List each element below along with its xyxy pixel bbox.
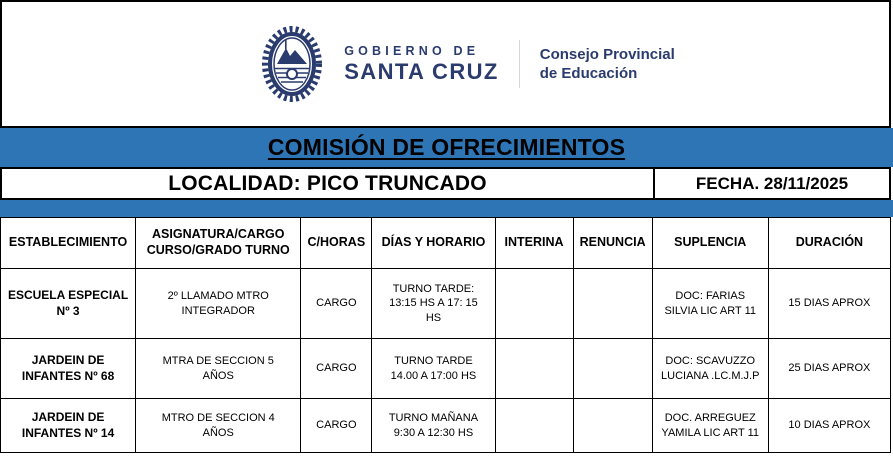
cell-establecimiento: ESCUELA ESPECIAL Nº 3 (1, 269, 136, 339)
cell-duracion: 10 DIAS APROX (768, 399, 890, 453)
cell-asignatura: MTRA DE SECCION 5 AÑOS (136, 339, 301, 399)
column-header-suplencia: SUPLENCIA (652, 218, 768, 269)
cell-renuncia (573, 269, 652, 339)
date-label: FECHA. 28/11/2025 (695, 173, 849, 193)
column-header-renuncia: RENUNCIA (573, 218, 652, 269)
cell-asignatura: 2º LLAMADO MTRO INTEGRADOR (136, 269, 301, 339)
column-header-establecimiento: ESTABLECIMIENTO (1, 218, 136, 269)
cell-suplencia: DOC. ARREGUEZ YAMILA LIC ART 11 (652, 399, 768, 453)
cell-c-horas: CARGO (301, 269, 372, 339)
cell-asignatura: MTRO DE SECCION 4 AÑOS (136, 399, 301, 453)
locality-label: LOCALIDAD: PICO TRUNCADO (2, 169, 655, 198)
column-header-asignatura: ASIGNATURA/CARGO CURSO/GRADO TURNO (136, 218, 301, 269)
council-line1: Consejo Provincial (539, 45, 675, 63)
cell-c-horas: CARGO (301, 399, 372, 453)
title-banner (0, 128, 893, 167)
column-header-dias-horario: DÍAS Y HORARIO (372, 218, 495, 269)
government-line1: GOBIERNO DE (344, 43, 480, 58)
column-header-c-horas: C/HORAS (301, 218, 372, 269)
cell-suplencia: DOC: FARIAS SILVIA LIC ART 11 (652, 269, 768, 339)
column-header-interina: INTERINA (495, 218, 573, 269)
cell-renuncia (573, 399, 652, 453)
logo-divider (519, 40, 520, 88)
column-header-duracion: DURACIÓN (768, 218, 890, 269)
government-wordmark (344, 44, 499, 85)
cell-establecimiento: JARDEIN DE INFANTES Nº 14 (1, 399, 136, 453)
council-wordmark (540, 45, 675, 84)
page-title: COMISIÓN DE OFRECIMIENTOS (267, 134, 626, 160)
table-row (1, 269, 891, 339)
cell-dias-horario: TURNO TARDE 14.00 A 17:00 HS (372, 339, 495, 399)
government-line2: SANTA CRUZ (344, 58, 499, 84)
cell-suplencia: DOC: SCAVUZZO LUCIANA .LC.M.J.P (652, 339, 768, 399)
cell-duracion: 15 DIAS APROX (768, 269, 890, 339)
cell-dias-horario: TURNO TARDE: 13:15 HS A 17: 15 HS (372, 269, 495, 339)
cell-dias-horario: TURNO MAÑANA 9:30 A 12:30 HS (372, 399, 495, 453)
santa-cruz-crest-icon (260, 24, 324, 104)
cell-duracion: 25 DIAS APROX (768, 339, 890, 399)
bottom-margin (0, 453, 893, 464)
government-logo (260, 24, 675, 104)
offers-table (0, 217, 891, 453)
cell-establecimiento: JARDEIN DE INFANTES Nº 68 (1, 339, 136, 399)
table-header-row (1, 218, 891, 269)
cell-c-horas: CARGO (301, 339, 372, 399)
subheader-row (0, 167, 891, 200)
table-row (1, 399, 891, 453)
separator-band (0, 200, 893, 217)
cell-interina (495, 339, 573, 399)
cell-interina (495, 399, 573, 453)
cell-renuncia (573, 339, 652, 399)
table-row (1, 339, 891, 399)
document-header (0, 0, 891, 128)
council-line2: de Educación (539, 65, 638, 82)
cell-interina (495, 269, 573, 339)
